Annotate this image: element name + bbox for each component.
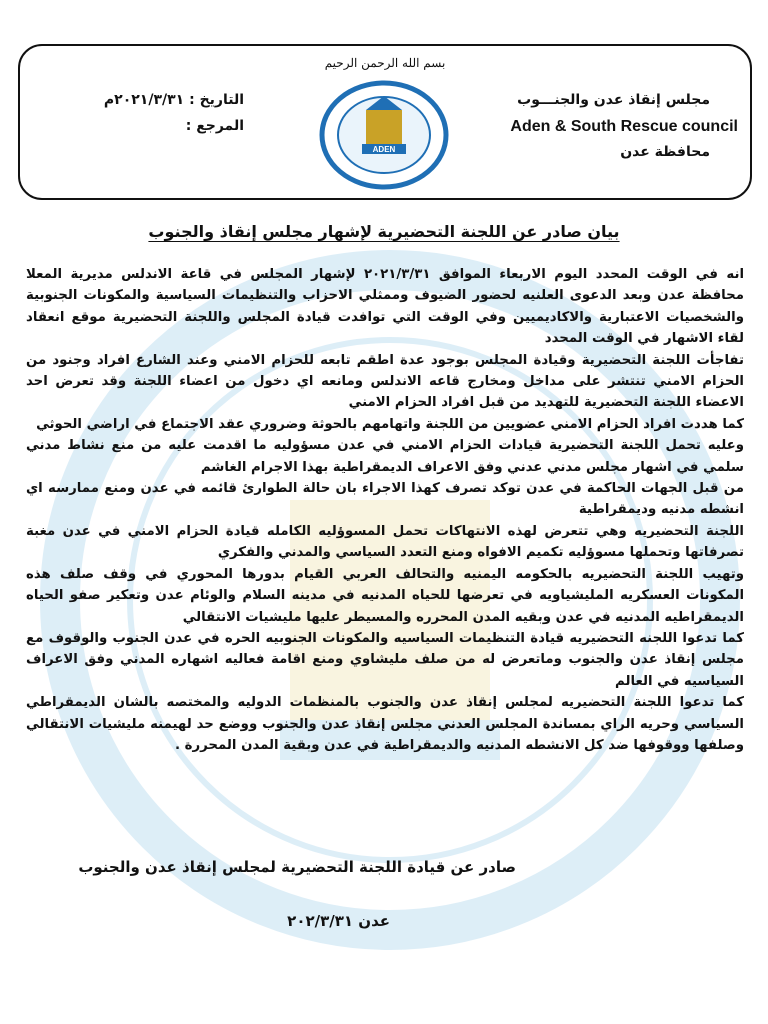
body-paragraph: وعليه تحمل اللجنة التحضيرية قيادات الحزام الامني في عدن مسؤوليه ما اقدمت عليه من منع نشاط مدني سلمي في اشهار مجلس مدني عدني وفق الاعراف الديمقراطية بهذا الاجرام الغاشم: [26, 438, 744, 475]
body-paragraph: كما تدعوا اللجنه التحضيريه قيادة التنظيمات السياسيه والمكونات الجنوبيه الحره في عدن الجنوب والوقوف مع مجلس إنقاذ عدن والجنوب وماتعرض له من صلف مليشاوي ومنع اقامة فعاليه اشهاره المدني وفق الاعراف السياسيه في العالم: [26, 630, 744, 689]
council-name-arabic: مجلس إنقاذ عدن والجنـــوب: [517, 92, 710, 108]
governorate-name: محافظة عدن: [620, 144, 710, 160]
body-paragraph: وتهيب اللجنة التحضيريه بالحكومه اليمنيه والتحالف العربي القيام بدورها المحوري في وقف صلف هذه المكونات العسكريه المليشياويه في تعرضها للحياه المدنيه في مدينه السلام والوئام عدن وتعكير صفو الحياه الديمقراطيه المدنيه في عدن وبقيه المدن المحرره والمسيطر عليها مليشيات الانتقالي: [26, 566, 744, 625]
document-reference: المرجع :: [185, 118, 244, 134]
statement-title: بيان صادر عن اللجنة التحضيرية لإشهار مجلس إنقاذ والجنوب: [148, 222, 620, 241]
body-paragraph: انه في الوقت المحدد اليوم الاربعاء الموافق ٢٠٢١/٣/٣١ لإشهار المجلس في قاعة الاندلس مديرية المعلا محافظة عدن وبعد الدعوى العلنيه لحضور الضيوف وممثلي الاحزاب والتنظيمات السياسية والمكونات الجنوبية والشخصيات الاعتبارية والاكاديميين وفي الوقت التي توافدت قيادة المجلس واللجنة التحضيرية موقع انعقاد لقاء الاشهار في الوقت المحدد: [26, 267, 744, 347]
basmala: بسم الله الرحمن الرحيم: [324, 56, 446, 70]
council-name-english: Aden & South Rescue council: [510, 118, 738, 135]
council-logo: [318, 80, 450, 190]
body-paragraph: تفاجأت اللجنة التحضيرية وقيادة المجلس بوجود عدة اطقم تابعه للحزام الامني وعند الشارع افراد وجنود من الحزام الامني تنتشر على مداخل ومخارج قاعه الاندلس ومانعه اي دخول من اعضاء اللجنة وقد تعرض احد الاعضاء اللجنة التحضيرية للتهديد من قبل افراد الحزام الامني: [26, 352, 744, 411]
signature-date: عدن ٢٠٢/٣/٣١: [287, 912, 390, 930]
body-paragraph: كما تدعوا اللجنة التحضيريه لمجلس إنقاذ عدن والجنوب بالمنظمات الدوليه والمختصه بالشان الديمقراطي السياسي وحريه الراي بمساندة المجلس العدني مجلس إنقاذ عدن والجنوب ووضع حد لهيمنه مليشيات الانتقالي وصلفها ووقوفها ضد كل الانشطه المدنيه والديمقراطية في عدن وبقية المدن المحررة .: [26, 695, 744, 753]
logo-text: ADEN: [372, 145, 396, 154]
body-paragraph: اللجنة التحضيريه وهي تتعرض لهذه الانتهاكات تحمل المسوؤليه الكامله قيادة الحزام الامني في عدن مغبة تصرفاتها وتحملها مسوؤليه تكميم الافواه ومنع التعدد السياسي والمدني والفكري: [26, 523, 744, 561]
body-paragraph: كما هددت افراد الحزام الامني عضويين من اللجنة واتهامهم بالحوثة وضروري عقد الاجتماع في اراضي الحوثي: [36, 416, 744, 432]
body-paragraph: من قبل الجهات الحاكمة في عدن توكد تصرف كهذا الاجراء بان حالة الطوارئ قائمه في عدن ومنع ممارسه اي انشطه مدنيه وديمقراطية: [26, 481, 744, 518]
document-date: التاريخ : ٢٠٢١/٣/٣١م: [103, 92, 244, 108]
signature-line: صادر عن قيادة اللجنة التحضيرية لمجلس إنقاذ عدن والجنوب: [78, 858, 516, 876]
statement-body: [26, 264, 744, 842]
